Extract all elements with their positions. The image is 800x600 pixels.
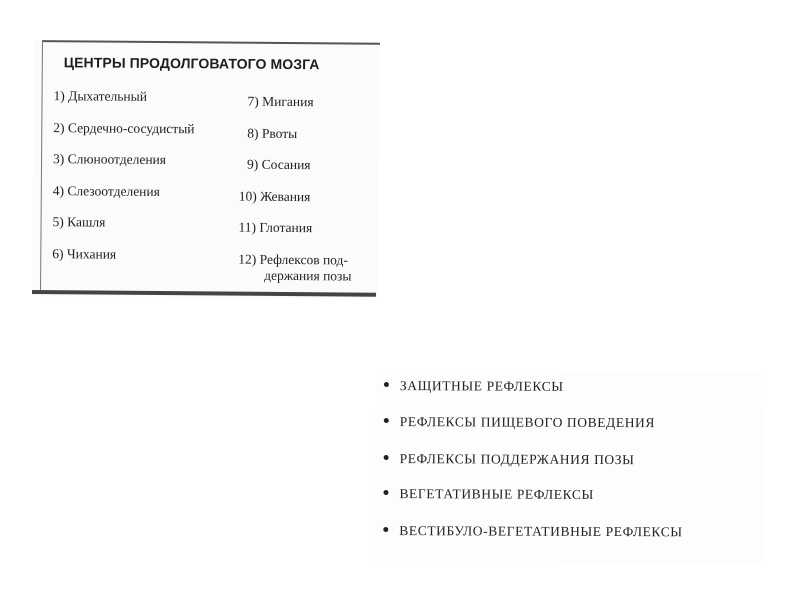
reflex-list	[375, 370, 766, 564]
list-item-label: РЕФЛЕКСЫ ПОДДЕРЖАНИЯ ПОЗЫ	[399, 451, 635, 468]
left-column	[52, 88, 233, 278]
list-item-label: ВЕСТИБУЛО-ВЕГЕТАТИВНЫЕ РЕФЛЕКСЫ	[399, 523, 683, 540]
bullet-icon	[384, 382, 389, 387]
center-item: 8) Рвоты	[247, 125, 298, 141]
center-item: 10) Жевания	[238, 188, 311, 204]
left-border-line	[40, 40, 43, 290]
center-item: 3) Слюноотделения	[53, 151, 167, 168]
center-item: 4) Слезоотделения	[52, 182, 160, 199]
bottom-border-line	[32, 290, 376, 297]
center-item: 11) Глотания	[238, 219, 313, 236]
list-item	[383, 523, 682, 540]
center-item-line1: 12) Рефлексов под-	[238, 251, 349, 267]
bullet-icon	[384, 455, 389, 460]
center-item: 2) Сердечно-сосудистый	[53, 119, 195, 136]
list-item	[384, 451, 635, 468]
right-column	[228, 94, 374, 284]
center-item-multiline	[228, 251, 373, 284]
center-item: 7) Мигания	[247, 93, 314, 110]
list-item-label: ВЕГЕТАТИВНЫЕ РЕФЛЕКСЫ	[399, 486, 594, 502]
top-border-line	[42, 40, 380, 45]
medulla-centers-table	[32, 40, 380, 299]
list-item	[384, 378, 564, 395]
list-item	[383, 486, 594, 503]
table-title: ЦЕНТРЫ ПРОДОЛГОВАТОГО МОЗГА	[63, 54, 320, 73]
list-item	[384, 414, 655, 431]
center-item: 6) Чихания	[52, 245, 117, 262]
list-item-label: ЗАЩИТНЫЕ РЕФЛЕКСЫ	[399, 378, 564, 394]
bullet-icon	[383, 490, 388, 495]
center-item: 1) Дыхательный	[53, 88, 148, 104]
center-item: 9) Сосания	[246, 156, 311, 173]
bullet-icon	[384, 418, 389, 423]
center-item: 5) Кашля	[52, 214, 106, 230]
bullet-icon	[383, 527, 388, 532]
center-item-line2: держания позы	[264, 267, 352, 284]
list-item-label: РЕФЛЕКСЫ ПИЩЕВОГО ПОВЕДЕНИЯ	[399, 414, 656, 431]
